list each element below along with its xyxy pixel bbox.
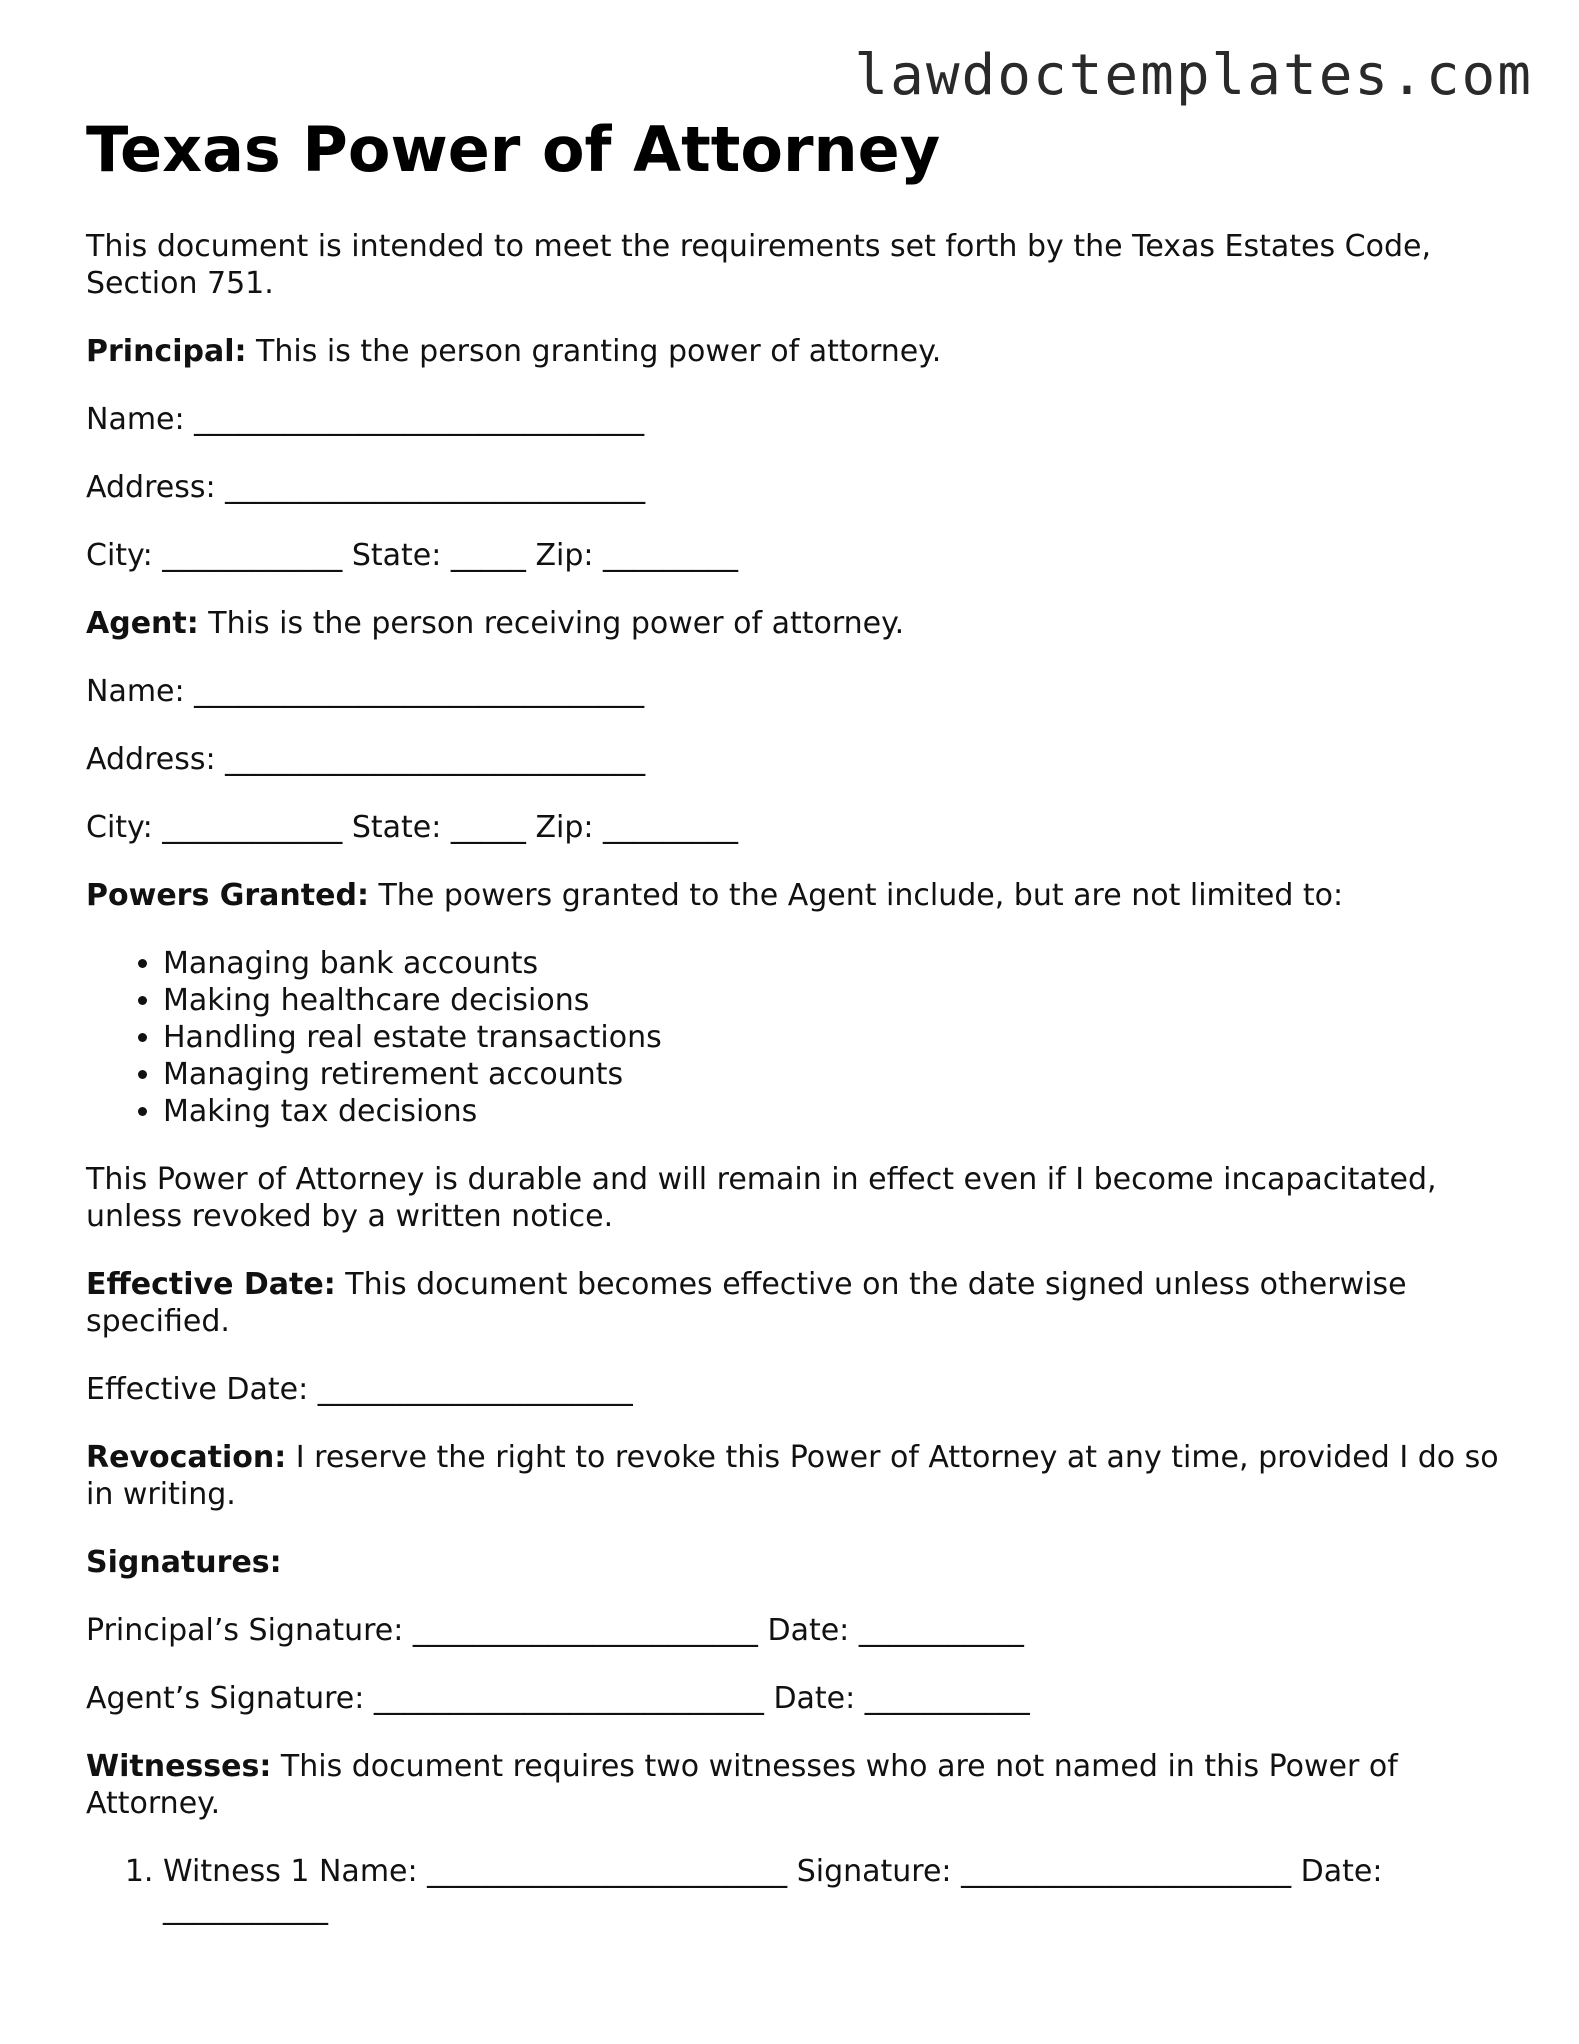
- witness-signature-field[interactable]: ______________________: [961, 1854, 1292, 1889]
- principal-name-label: Name:: [86, 402, 185, 437]
- list-item: • Handling real estate transactions: [163, 1019, 1506, 1056]
- principal-address-line: [86, 469, 1506, 506]
- agent-address-line: [86, 741, 1506, 778]
- principal-state-field[interactable]: _____: [450, 538, 526, 573]
- site-watermark: lawdoctemplates.com: [854, 43, 1533, 108]
- principal-city-label: City:: [86, 538, 153, 573]
- principal-zip-label: Zip:: [535, 538, 594, 573]
- revocation-heading: Revocation:: [86, 1440, 287, 1475]
- agent-name-label: Name:: [86, 674, 185, 709]
- principal-signature-field[interactable]: _______________________: [412, 1613, 758, 1648]
- effective-date-field[interactable]: _____________________: [317, 1372, 633, 1407]
- list-item: • Managing retirement accounts: [163, 1056, 1506, 1093]
- principal-signature-label: Principal’s Signature:: [86, 1613, 404, 1648]
- agent-zip-field[interactable]: _________: [603, 810, 739, 845]
- effective-section-heading: [86, 1266, 1506, 1340]
- intro-paragraph: This document is intended to meet the requirements set forth by the Texas Estates Code, Section 751.: [86, 229, 1432, 301]
- principal-description: This is the person granting power of attorney.: [256, 334, 942, 369]
- effective-description: This document becomes effective on the date signed unless otherwise specified.: [86, 1267, 1407, 1339]
- revocation-description: I reserve the right to revoke this Power of Attorney at any time, provided I do so in writing.: [86, 1440, 1499, 1512]
- powers-list: [86, 945, 1506, 1130]
- agent-name-field[interactable]: ______________________________: [194, 674, 645, 709]
- principal-zip-field[interactable]: _________: [603, 538, 739, 573]
- witnesses-section-heading: [86, 1748, 1506, 1822]
- principal-address-field[interactable]: ____________________________: [225, 470, 646, 505]
- agent-city-label: City:: [86, 810, 153, 845]
- agent-signature-label: Agent’s Signature:: [86, 1681, 365, 1716]
- agent-city-field[interactable]: ____________: [162, 810, 343, 845]
- principal-signature-line: [86, 1612, 1506, 1649]
- agent-section-heading: [86, 605, 1506, 642]
- agent-zip-label: Zip:: [535, 810, 594, 845]
- principal-city-line: [86, 537, 1506, 574]
- witness-name-field[interactable]: ________________________: [427, 1854, 788, 1889]
- powers-heading: Powers Granted:: [86, 878, 369, 913]
- agent-name-line: [86, 673, 1506, 710]
- principal-signature-date-field[interactable]: ___________: [858, 1613, 1024, 1648]
- signatures-section: [86, 1544, 1506, 1581]
- agent-signature-field[interactable]: __________________________: [373, 1681, 764, 1716]
- witnesses-list: [86, 1853, 1506, 1927]
- principal-section-heading: [86, 333, 1506, 370]
- principal-name-line: [86, 401, 1506, 438]
- powers-description: The powers granted to the Agent include, but are not limited to:: [378, 878, 1344, 913]
- agent-description: This is the person receiving power of attorney.: [208, 606, 905, 641]
- effective-date-label: Effective Date:: [86, 1372, 309, 1407]
- principal-heading: Principal:: [86, 334, 247, 369]
- agent-signature-line: [86, 1680, 1506, 1717]
- witness-date-field[interactable]: ___________: [163, 1891, 328, 1926]
- list-item: • Managing bank accounts: [163, 945, 1506, 982]
- witness-name-label: Witness 1 Name:: [163, 1854, 418, 1889]
- effective-heading: Effective Date:: [86, 1267, 336, 1302]
- principal-signature-date-label: Date:: [767, 1613, 850, 1648]
- principal-name-field[interactable]: ______________________________: [194, 402, 645, 437]
- principal-city-field[interactable]: ____________: [162, 538, 343, 573]
- agent-signature-date-field[interactable]: ___________: [864, 1681, 1030, 1716]
- agent-address-field[interactable]: ____________________________: [225, 742, 646, 777]
- durable-paragraph: This Power of Attorney is durable and will remain in effect even if I become incapacitated, unless revoked by a written notice.: [86, 1162, 1437, 1234]
- agent-city-line: [86, 809, 1506, 846]
- powers-section-heading: [86, 877, 1506, 914]
- document-page: [86, 110, 1506, 1927]
- list-item: [163, 1853, 1506, 1927]
- list-item: • Making tax decisions: [163, 1093, 1506, 1130]
- list-item: • Making healthcare decisions: [163, 982, 1506, 1019]
- principal-state-label: State:: [351, 538, 442, 573]
- agent-state-field[interactable]: _____: [450, 810, 526, 845]
- principal-address-label: Address:: [86, 470, 216, 505]
- witnesses-description: This document requires two witnesses who are not named in this Power of Attorney.: [86, 1749, 1398, 1821]
- revocation-section: [86, 1439, 1506, 1513]
- document-title: Texas Power of Attorney: [86, 113, 941, 186]
- witnesses-heading: Witnesses:: [86, 1749, 272, 1784]
- agent-heading: Agent:: [86, 606, 199, 641]
- witness-date-label: Date:: [1300, 1854, 1383, 1889]
- agent-state-label: State:: [351, 810, 442, 845]
- effective-date-line: [86, 1371, 1506, 1408]
- signatures-heading: Signatures:: [86, 1545, 282, 1580]
- agent-signature-date-label: Date:: [773, 1681, 856, 1716]
- agent-address-label: Address:: [86, 742, 216, 777]
- witness-signature-label: Signature:: [796, 1854, 952, 1889]
